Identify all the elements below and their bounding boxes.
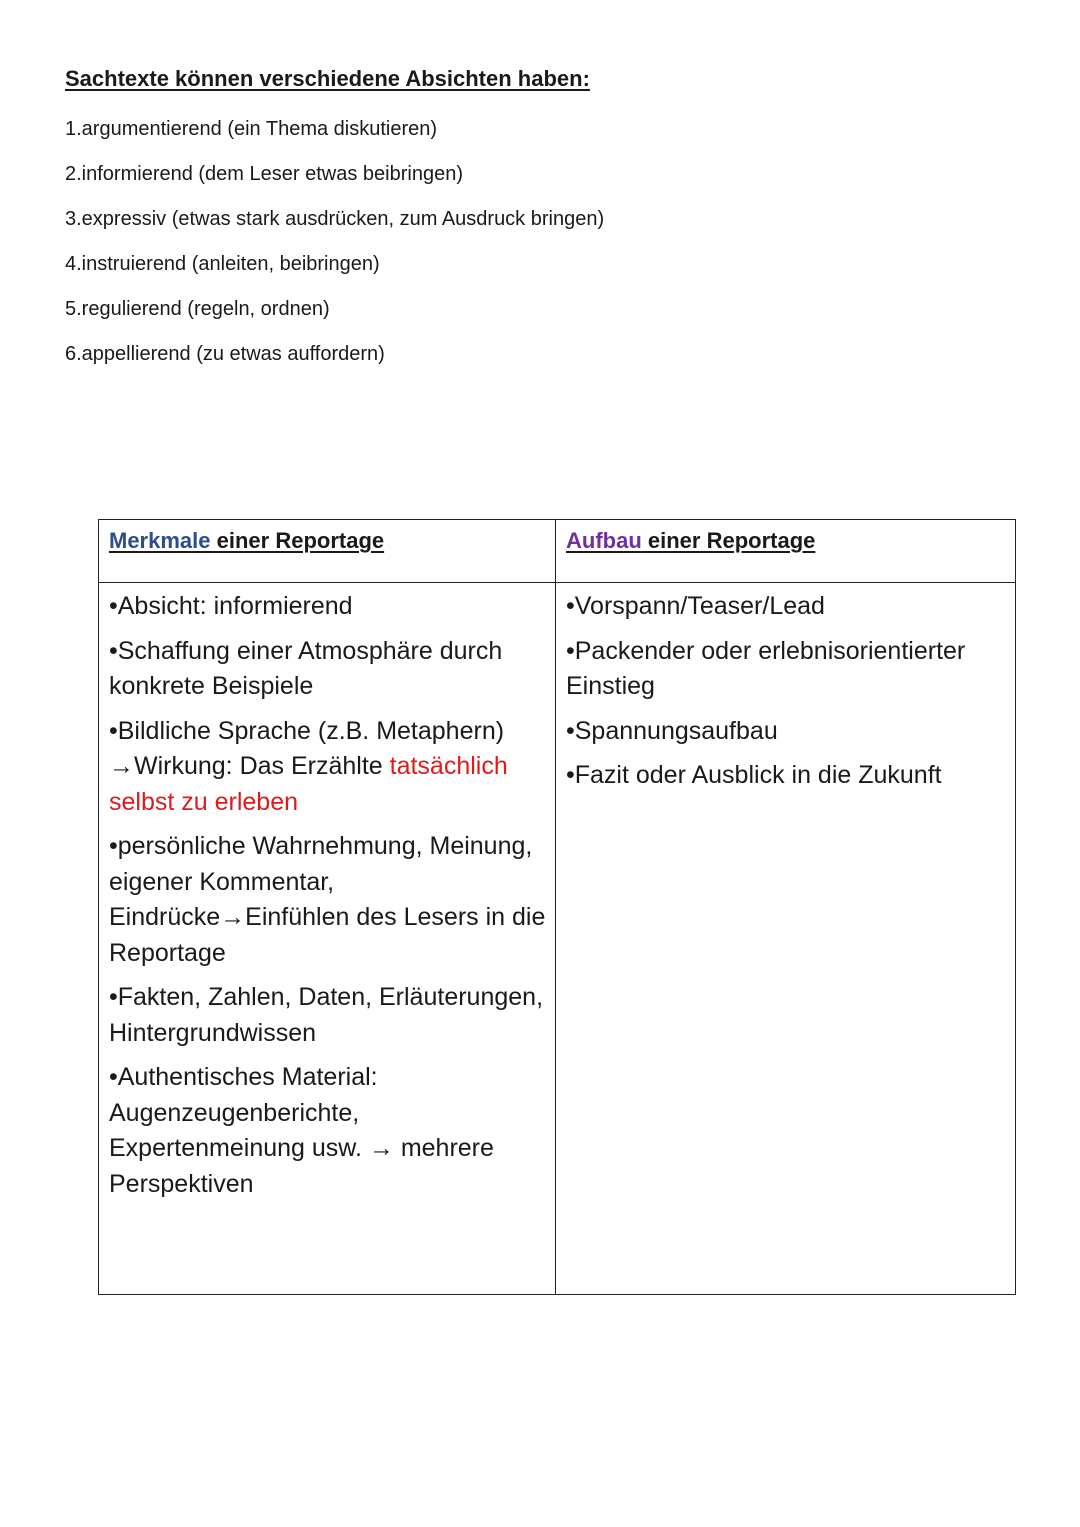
merkmal-item: •Fakten, Zahlen, Daten, Erläuterungen, Hintergrundwissen — [109, 983, 544, 1047]
merkmal-item — [109, 714, 547, 821]
merkmal-item: •persönliche Wahrnehmung, Meinung, eigener Kommentar, Eindrücke→Einfühlen des Lesers in die Reportage — [109, 832, 546, 967]
header-accent: Aufbau — [566, 528, 642, 553]
header-aufbau — [556, 520, 1016, 583]
merkmal-item: •Authentisches Material: Augenzeugenberichte, Expertenmeinung usw. → mehrere Perspektiven — [109, 1063, 494, 1198]
header-rest: einer Reportage — [641, 528, 816, 553]
aufbau-item: •Spannungsaufbau — [566, 716, 778, 745]
list-item: 2.informierend (dem Leser etwas beibringen) — [65, 163, 463, 185]
table-row — [99, 583, 1016, 1295]
reportage-table — [98, 519, 1016, 1295]
header-merkmale — [99, 520, 556, 583]
emphasis-text: tatsächlich selbst zu erleben — [109, 752, 508, 816]
aufbau-item: •Vorspann/Teaser/Lead — [566, 592, 825, 620]
header-rest: einer Reportage — [210, 528, 385, 553]
list-item: 4.instruierend (anleiten, beibringen) — [65, 253, 380, 275]
table-header-row — [99, 520, 1016, 583]
header-accent: Merkmale — [109, 528, 211, 553]
merkmal-text: •Bildliche Sprache (z.B. Metaphern) →Wirkung: Das Erzählte — [109, 716, 505, 780]
list-item: 1.argumentierend (ein Thema diskutieren) — [65, 118, 438, 140]
merkmale-cell — [99, 583, 556, 1295]
list-item: 3.expressiv (etwas stark ausdrücken, zum Ausdruck bringen) — [65, 208, 605, 230]
page-heading: Sachtexte können verschiedene Absichten haben: — [65, 66, 590, 91]
purpose-list — [65, 114, 604, 384]
aufbau-item: •Packender oder erlebnisorientierter Einstieg — [566, 636, 966, 700]
merkmal-item: •Schaffung einer Atmosphäre durch konkrete Beispiele — [109, 636, 503, 700]
aufbau-cell — [556, 583, 1016, 1295]
aufbau-item: •Fazit oder Ausblick in die Zukunft — [566, 761, 942, 789]
list-item: 6.appellierend (zu etwas auffordern) — [65, 343, 385, 365]
list-item: 5.regulierend (regeln, ordnen) — [65, 298, 330, 320]
merkmal-item: •Absicht: informierend — [109, 592, 353, 620]
